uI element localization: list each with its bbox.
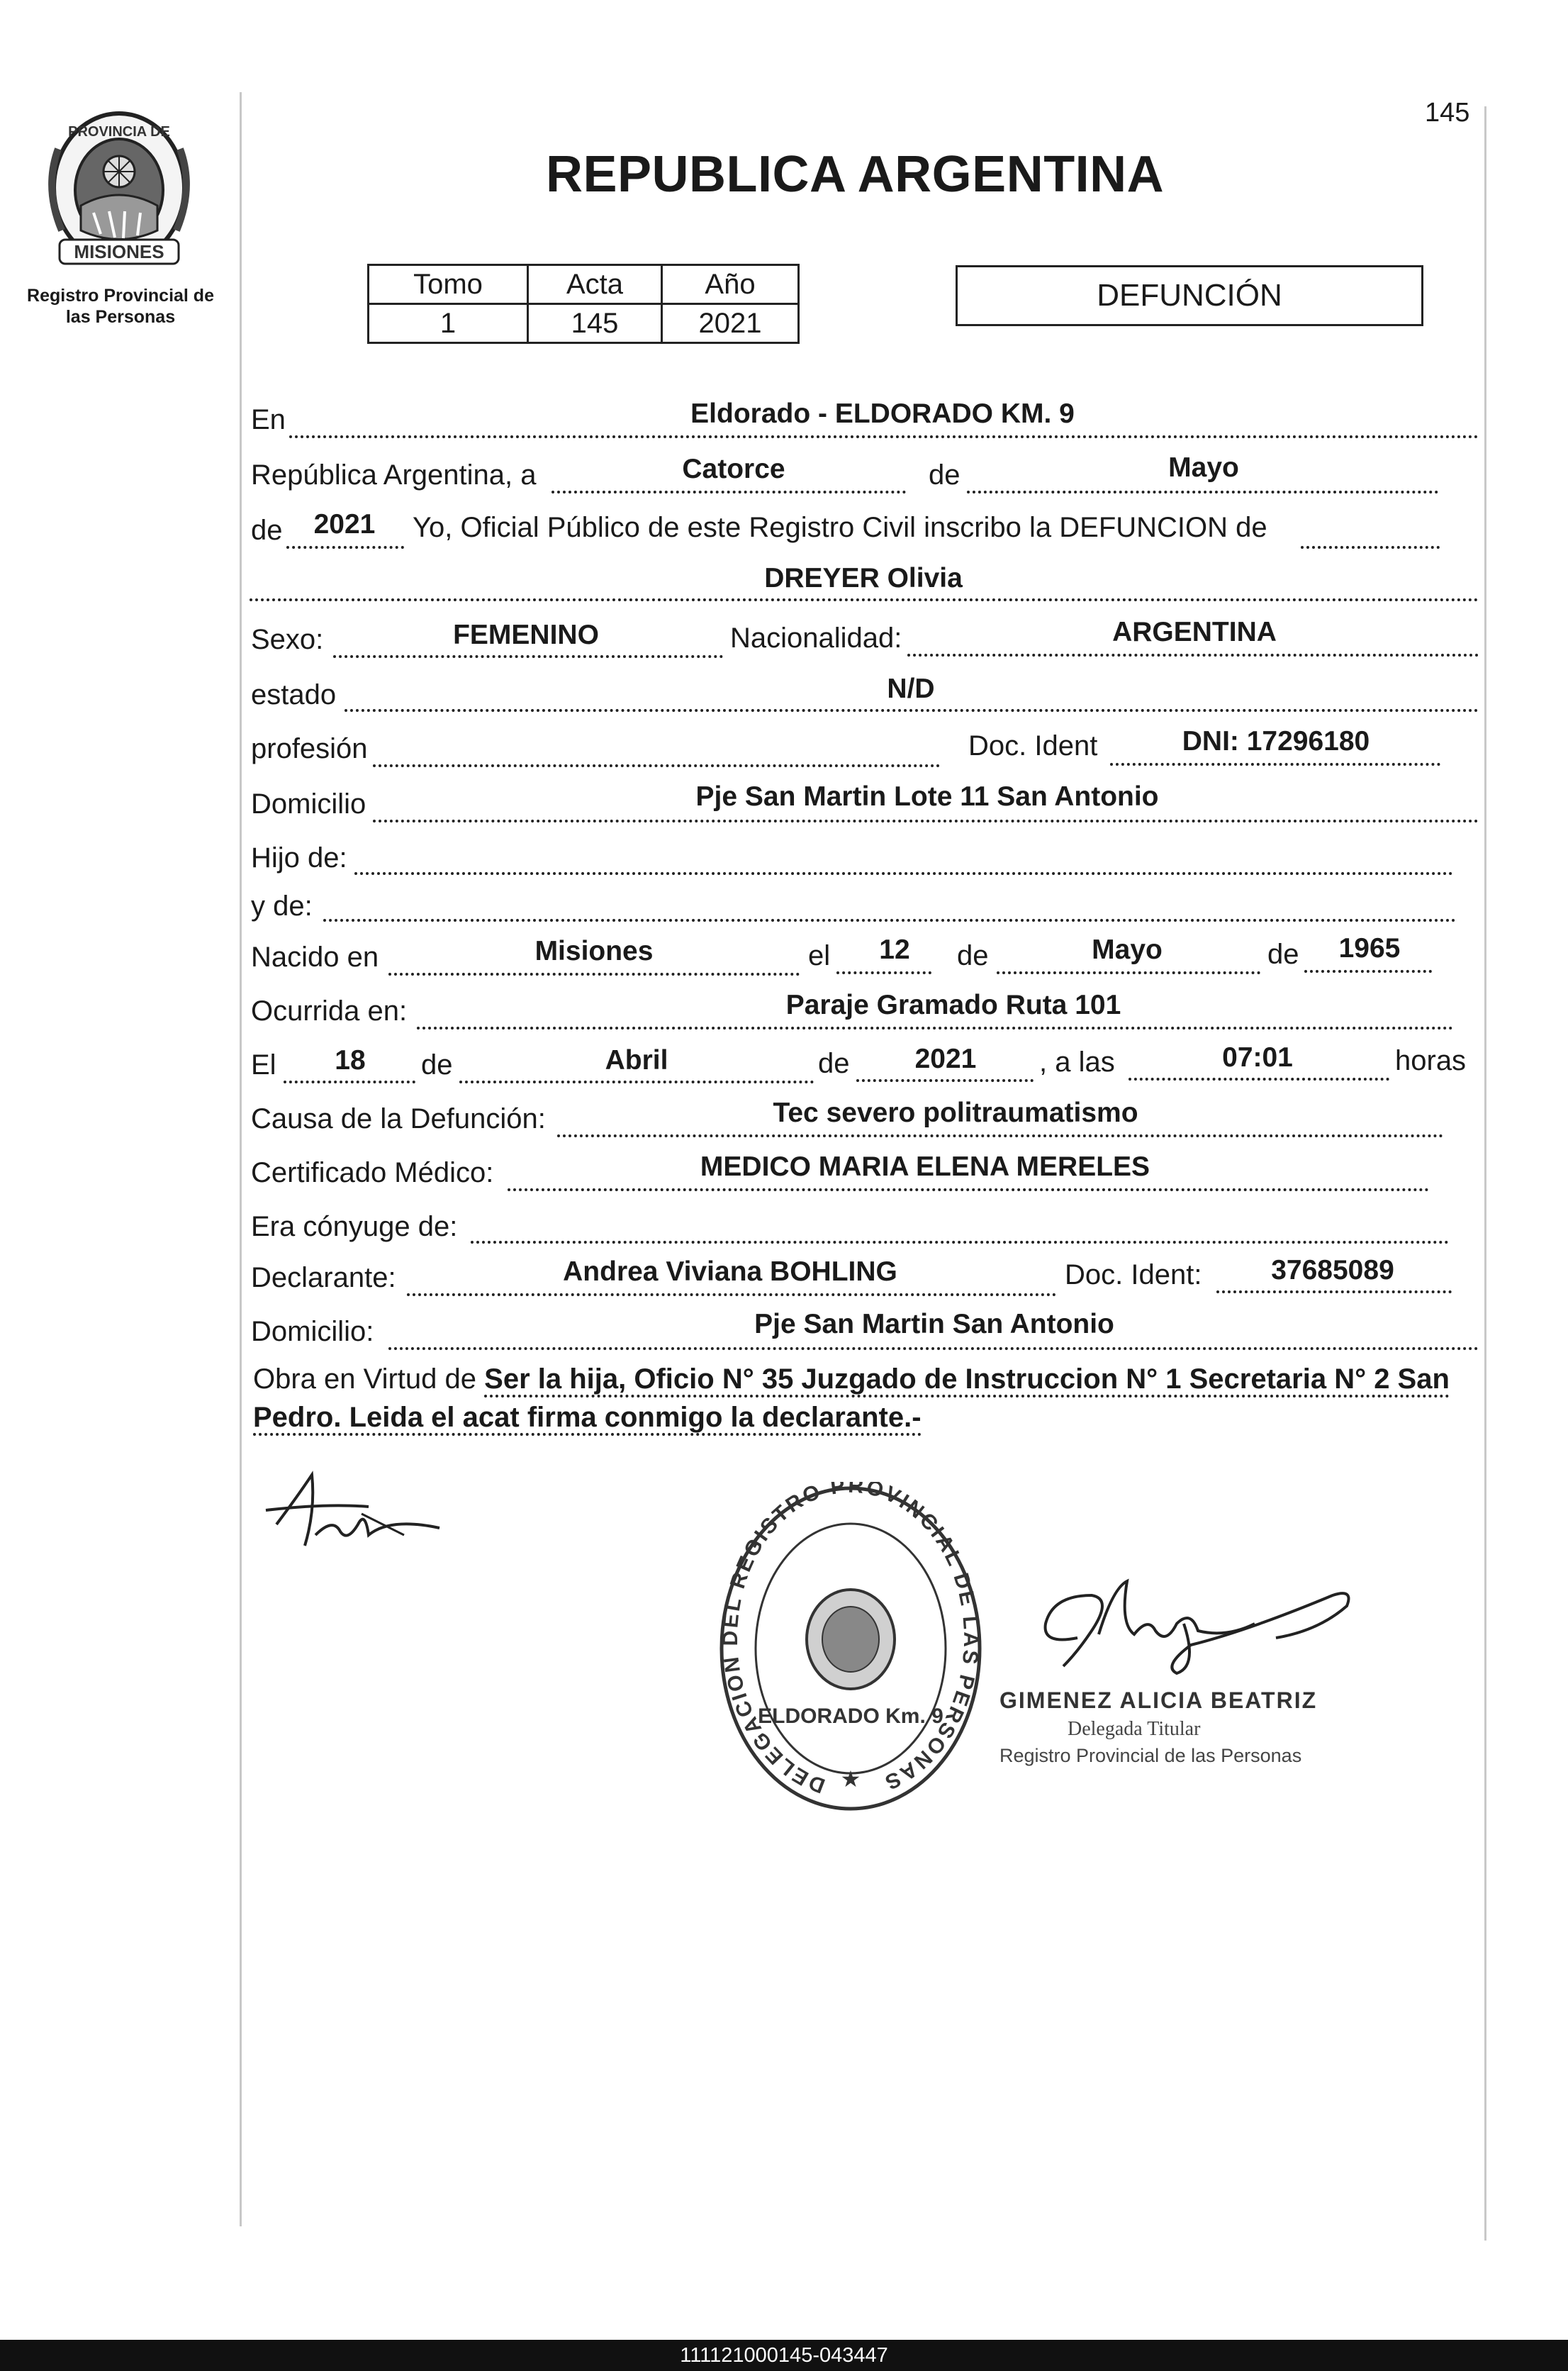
footer-code: 111121000145-043447: [0, 2340, 1568, 2371]
signatory-name: GIMENEZ ALICIA BEATRIZ: [999, 1687, 1318, 1713]
registry-name: [14, 285, 227, 328]
label-de-1: de: [929, 459, 961, 491]
line-estado: [345, 709, 1479, 712]
label-doc-ident: Doc. Ident: [968, 730, 1098, 761]
anio-label: Año: [662, 265, 799, 304]
value-mes: Mayo: [1168, 452, 1239, 483]
line-lugar: [289, 435, 1479, 438]
label-domicilio: Domicilio: [251, 788, 366, 820]
acta-value: 145: [528, 304, 662, 343]
line-def-anio: [856, 1079, 1034, 1082]
signatory-block: [999, 1687, 1354, 1767]
line-certificado: [508, 1188, 1429, 1191]
line-conyuge: [471, 1241, 1449, 1244]
label-nacido-en: Nacido en: [251, 942, 379, 973]
line-nac-mes: [997, 971, 1260, 974]
label-doc-ident-decl: Doc. Ident:: [1065, 1259, 1202, 1290]
tomo-label: Tomo: [369, 265, 528, 304]
line-hijo-de: [354, 872, 1453, 875]
line-y-de: [323, 919, 1456, 922]
line-declarante: [407, 1293, 1056, 1296]
registry-line-2: las Personas: [65, 307, 176, 327]
seal-inner-text: ELDORADO Km. 9: [758, 1705, 943, 1728]
value-nacido-en: Misiones: [534, 936, 654, 966]
value-def-mes: Abril: [605, 1045, 668, 1076]
value-def-anio: 2021: [914, 1044, 977, 1074]
value-sexo: FEMENINO: [453, 620, 599, 650]
value-nac-mes: Mayo: [1092, 935, 1163, 965]
line-anio: [286, 546, 404, 549]
line-dia: [551, 491, 906, 493]
logo-text-bottom: MISIONES: [74, 241, 164, 262]
line-yo-end: [1301, 546, 1440, 549]
signatory-role: Delegada Titular: [1068, 1718, 1201, 1740]
declarant-signature: [262, 1468, 447, 1553]
label-a-las: , a las: [1039, 1047, 1115, 1078]
label-ocurrida-en: Ocurrida en:: [251, 995, 408, 1027]
seal-ring-text: DELEGACION DEL REGISTRO PROVINCIAL DE LAS PERSONAS: [719, 1482, 983, 1798]
logo-text-top: PROVINCIA DE: [68, 124, 170, 140]
value-nac-dia: 12: [879, 935, 910, 965]
left-margin-line: [240, 92, 242, 2226]
value-anio: 2021: [313, 509, 376, 540]
value-declarante: Andrea Viviana BOHLING: [563, 1256, 897, 1287]
line-nacionalidad: [907, 654, 1479, 657]
line-domicilio: [373, 820, 1479, 822]
line-nac-dia: [836, 971, 931, 974]
document-type: DEFUNCIÓN: [1097, 278, 1282, 313]
document-type-box: [956, 265, 1423, 326]
line-nacido-en: [388, 973, 800, 976]
tomo-value: 1: [369, 304, 528, 343]
line-def-mes: [459, 1081, 814, 1083]
obra-en-virtud: [253, 1360, 1486, 1436]
value-lugar: Eldorado - ELDORADO KM. 9: [690, 398, 1075, 429]
label-de-def: de: [421, 1049, 453, 1081]
record-table: [367, 264, 800, 344]
acta-label: Acta: [528, 265, 662, 304]
label-domicilio-decl: Domicilio:: [251, 1316, 374, 1347]
value-def-dia: 18: [335, 1045, 366, 1076]
line-domicilio-decl: [388, 1347, 1479, 1350]
value-obra-texto: Ser la hija, Oficio N° 35 Juzgado de Instruccion N° 1 Secretaria N° 2 San Pedro. Leida el acat firma conmigo la declarante.-: [253, 1363, 1450, 1436]
label-de-nac: de: [957, 940, 989, 971]
label-obra: Obra en Virtud de: [253, 1363, 477, 1395]
label-el-cap: El: [251, 1049, 276, 1081]
label-de-2: de: [251, 515, 283, 546]
value-estado: N/D: [887, 674, 935, 704]
label-conyuge: Era cónyuge de:: [251, 1211, 458, 1242]
line-nac-anio: [1304, 970, 1432, 973]
line-profesion: [373, 764, 940, 767]
line-ocurrida-en: [417, 1027, 1453, 1030]
label-declarante: Declarante:: [251, 1262, 396, 1293]
official-seal: [716, 1482, 985, 1815]
value-nombre: DREYER Olivia: [764, 563, 963, 593]
label-hijo-de: Hijo de:: [251, 842, 347, 874]
line-declarante-doc: [1216, 1290, 1452, 1293]
value-causa: Tec severo politraumatismo: [773, 1098, 1138, 1128]
label-profesion: profesión: [251, 733, 368, 764]
line-doc-ident: [1110, 763, 1440, 766]
signatory-office: Registro Provincial de las Personas: [999, 1745, 1302, 1766]
label-causa: Causa de la Defunción:: [251, 1103, 546, 1134]
value-def-hora: 07:01: [1222, 1042, 1293, 1073]
label-republica: República Argentina, a: [251, 459, 537, 491]
value-certificado: MEDICO MARIA ELENA MERELES: [700, 1151, 1150, 1182]
value-domicilio: Pje San Martin Lote 11 San Antonio: [695, 781, 1159, 812]
value-dia-texto: Catorce: [682, 454, 785, 484]
page-number: 145: [1425, 98, 1470, 128]
label-de-def-2: de: [818, 1048, 850, 1079]
value-domicilio-decl: Pje San Martin San Antonio: [754, 1309, 1114, 1339]
anio-value: 2021: [662, 304, 799, 343]
line-nombre: [250, 598, 1479, 601]
line-mes: [967, 491, 1438, 493]
label-y-de: y de:: [251, 891, 313, 922]
value-nac-anio: 1965: [1338, 933, 1401, 964]
coat-of-arms-logo: [44, 106, 194, 269]
line-def-dia: [284, 1081, 415, 1083]
label-el: el: [808, 940, 831, 971]
label-estado: estado: [251, 679, 337, 710]
label-sexo: Sexo:: [251, 624, 324, 655]
right-margin-line: [1484, 106, 1486, 2241]
line-sexo: [333, 655, 723, 658]
line-causa: [557, 1134, 1443, 1137]
value-nacionalidad: ARGENTINA: [1112, 617, 1277, 647]
page-title: REPUBLICA ARGENTINA: [546, 146, 1165, 203]
seal-star-icon: ★: [840, 1766, 861, 1792]
label-nacionalidad: Nacionalidad:: [730, 623, 902, 654]
value-doc-ident: DNI: 17296180: [1182, 726, 1370, 757]
label-en: En: [251, 404, 286, 435]
label-horas: horas: [1395, 1045, 1467, 1076]
line-def-hora: [1129, 1078, 1389, 1081]
label-de-nac-2: de: [1267, 939, 1299, 970]
registry-line-1: Registro Provincial de: [27, 286, 214, 306]
value-declarante-doc: 37685089: [1271, 1255, 1394, 1285]
label-yo-oficial: Yo, Oficial Público de este Registro Civil inscribo la DEFUNCION de: [413, 512, 1267, 543]
official-signature: [1014, 1567, 1368, 1680]
value-ocurrida-en: Paraje Gramado Ruta 101: [785, 990, 1121, 1020]
label-certificado: Certificado Médico:: [251, 1157, 494, 1188]
